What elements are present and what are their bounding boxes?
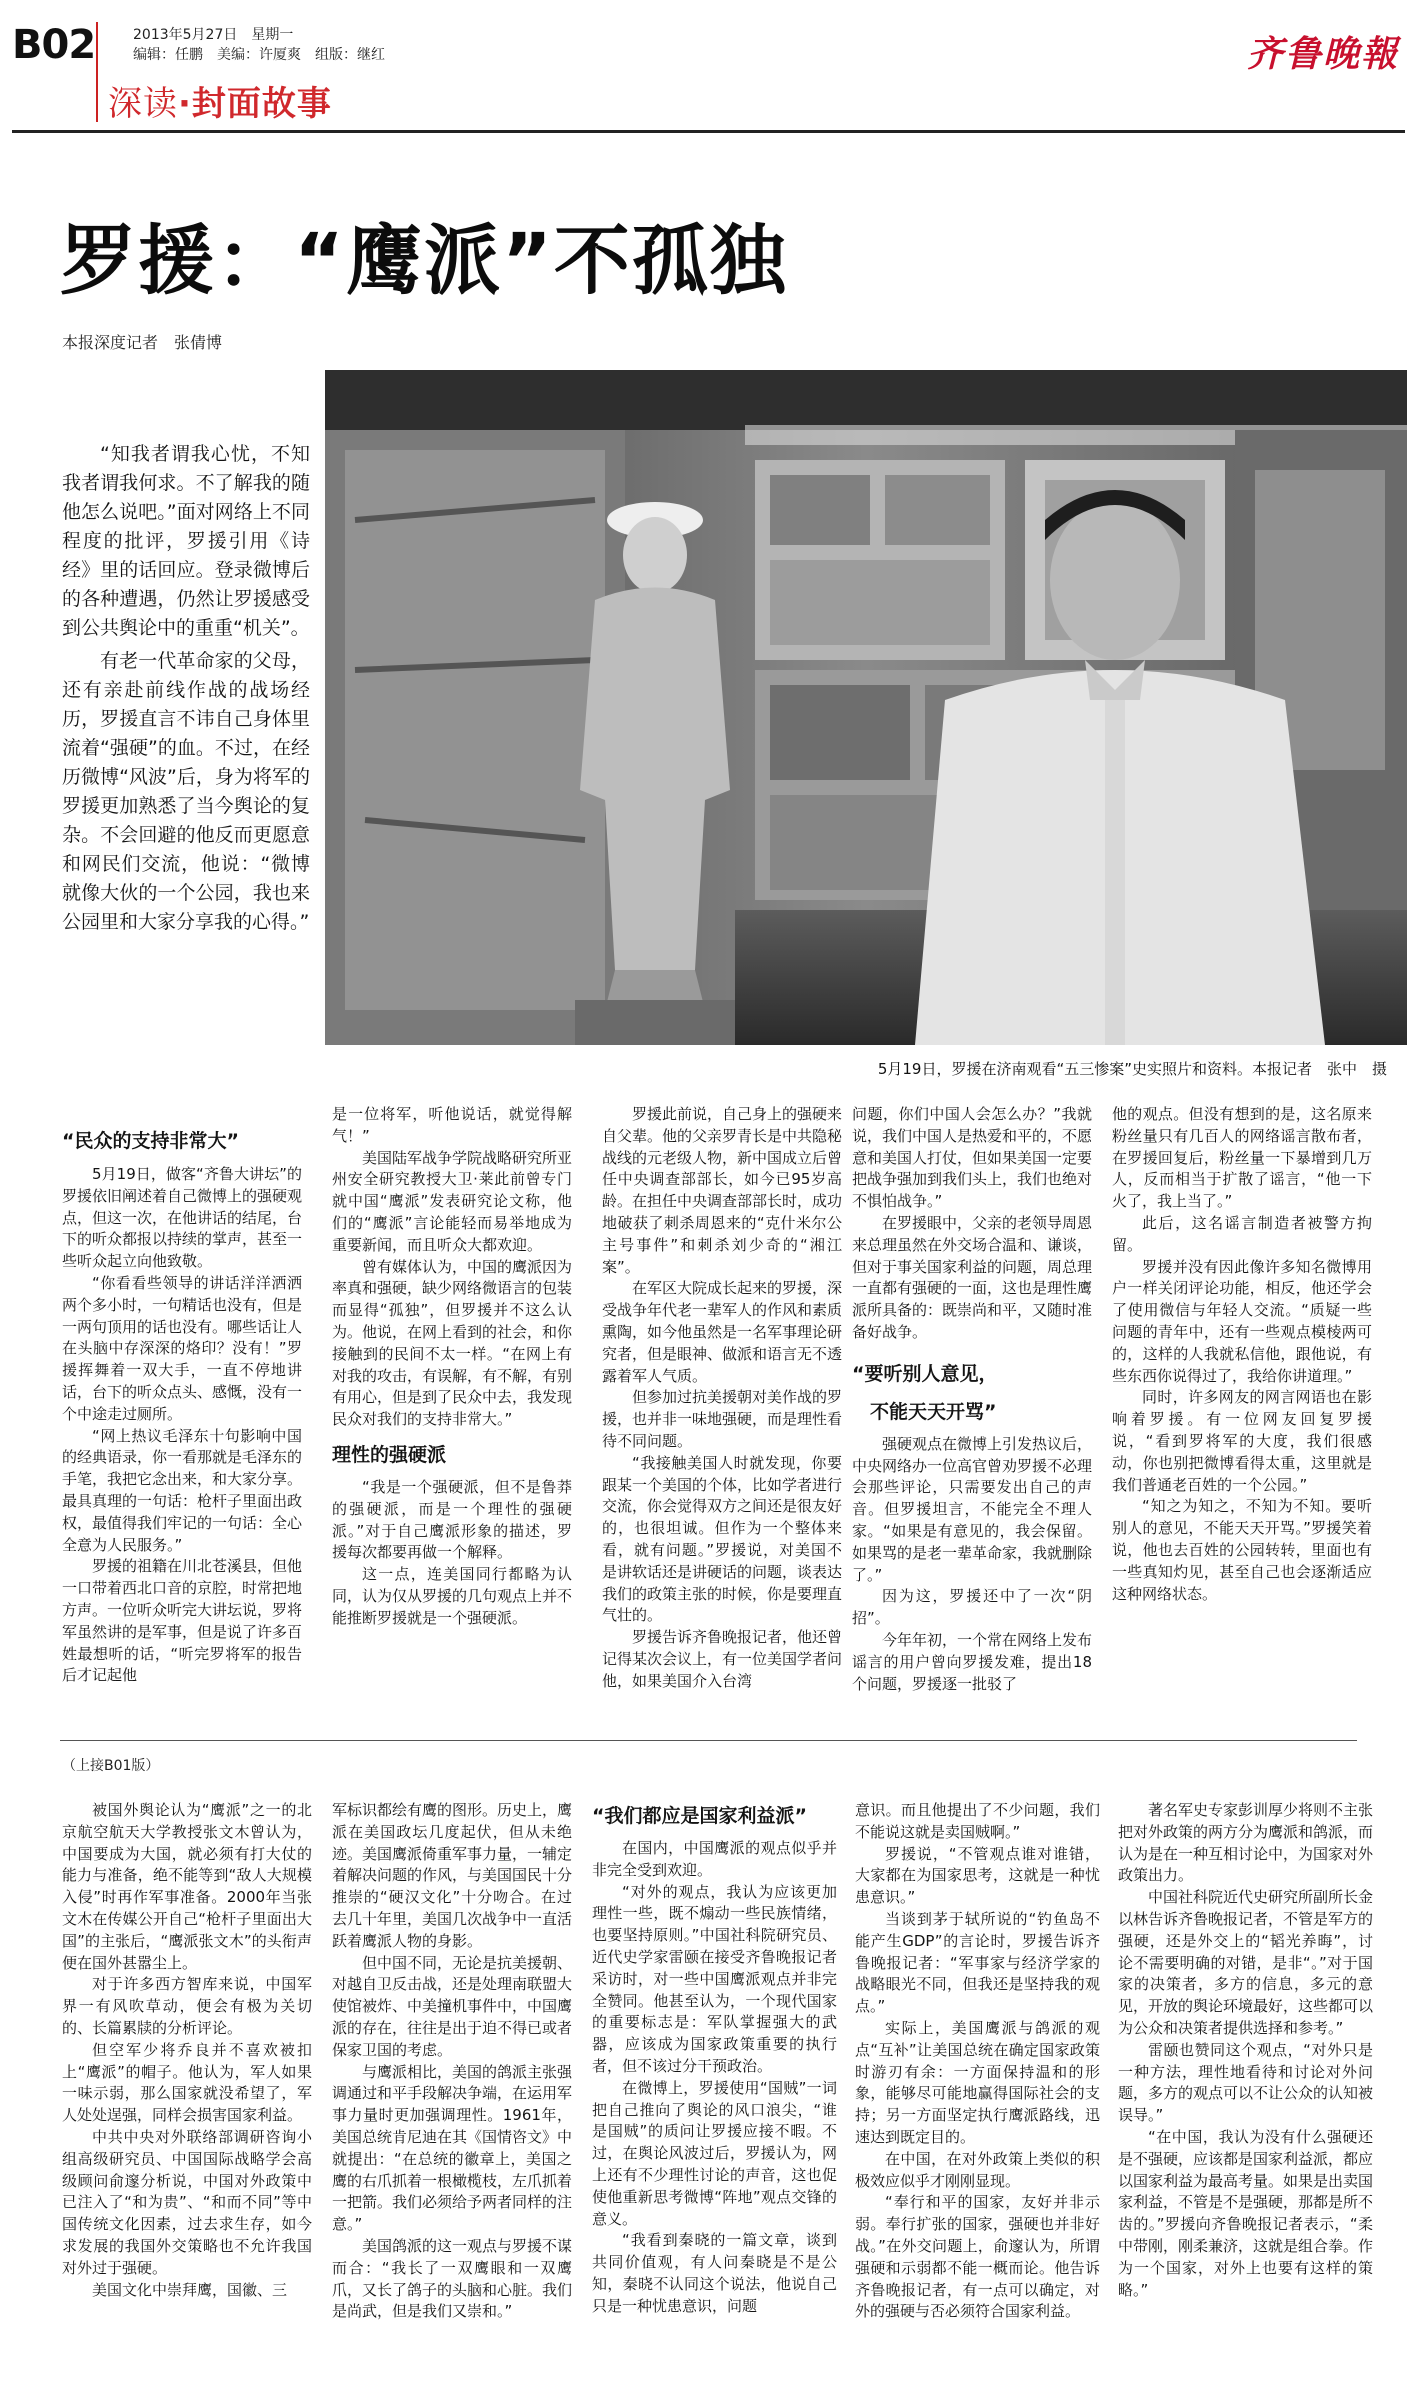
paragraph: 罗援告诉齐鲁晚报记者，他还曾记得某次会议上，有一位美国学者问他，如果美国介入台湾 <box>602 1628 842 1690</box>
paragraph: 此后，这名谣言制造者被警方拘留。 <box>1112 1213 1372 1254</box>
lead-paragraph: “知我者谓我心忧，不知我者谓我何求。不了解我的随他怎么说吧。”面对网络上不同程度的批评，罗援引用《诗经》里的话回应。登录微博后的各种遭遇，仍然让罗援感受到公共舆论中的重重“机关”。 <box>62 443 310 639</box>
paragraph: 美国文化中崇拜鹰，国徽、三 <box>92 2280 288 2299</box>
page-number: B02 <box>12 22 96 68</box>
newspaper-logo: 齐鲁晚報 <box>1246 33 1399 75</box>
paragraph: 著名军史专家彭训厚少将则不主张把对外政策的两方分为鹰派和鸽派，而认为是在一种互相讨论中，为国家对外政策出力。 <box>1118 1801 1373 1885</box>
paragraph: 但中国不同，无论是抗美援朝、对越自卫反击战，还是处理南联盟大使馆被炸、中美撞机事件中，中国鹰派的存在，往往是出于迫不得已或者保家卫国的考虑。 <box>332 1953 572 2059</box>
photo-caption: 5月19日，罗援在济南观看“五三惨案”史实照片和资料。本报记者 张中 摄 <box>877 1060 1387 1078</box>
section-divider <box>60 1740 1357 1741</box>
paragraph: “知之为知之，不知为不知。要听别人的意见，不能天天开骂。”罗援笑着说，他也去百姓的公园转转，里面也有一些真知灼见，甚至自己也会逐渐适应这种网络状态。 <box>1112 1497 1372 1603</box>
header-rule <box>12 130 1405 133</box>
paragraph: 罗援说，“不管观点谁对谁错，大家都在为国家思考，这就是一种忧患意识。” <box>855 1844 1100 1907</box>
lead-paragraph: 有老一代革命家的父母，还有亲赴前线作战的战场经历，罗援直言不讳自己身体里流着“强硬”的血。不过，在经历微博“风波”后，身为将军的罗援更加熟悉了当今舆论的复杂。不会回避的他反而更愿意和网民们交流，他说：“微博就像大伙的一个公园，我也来公园里和大家分享我的心得。” <box>62 650 310 933</box>
article-column-2 <box>332 1104 572 1720</box>
paragraph: 雷颐也赞同这个观点，“对外只是一种方法，理性地看待和讨论对外问题，多方的观点可以不让公众的认知被误导。” <box>1118 2040 1373 2125</box>
header-divider <box>96 22 98 122</box>
paragraph: 因为这，罗援还中了一次“阴招”。 <box>852 1587 1092 1628</box>
paragraph: “你看看些领导的讲话洋洋洒洒两个多小时，一句精话也没有，但是一两句顶用的话也没有。哪些话让人在头脑中存深深的烙印？没有！”罗援挥舞着一双大手，一直不停地讲话，台下的听众点头、感慨，没有一个中途走过厕所。 <box>62 1273 302 1423</box>
paragraph: 意识。而且他提出了不少问题，我们不能说这就是卖国贼啊。” <box>855 1801 1100 1841</box>
section-title-dot: · <box>178 84 192 124</box>
paragraph: 但参加过抗美援朝对美作战的罗援，也并非一味地强硬，而是理性看待不同问题。 <box>602 1388 842 1450</box>
issue-date: 2013年5月27日 星期一 <box>133 27 294 43</box>
paragraph: 中国社科院近代史研究所副所长金以林告诉齐鲁晚报记者，不管是军方的强硬，还是外交上的“韬光养晦”，讨论不需要明确的对错，是非“。”对于国家的决策者，多方的信息，多元的意见，开放的舆论环境最好，这些都可以为公众和决策者提供选择和参考。” <box>1118 1888 1373 2037</box>
lower-column-5 <box>1118 1800 1373 2370</box>
paragraph: 在罗援眼中，父亲的老领导周恩来总理虽然在外交场合温和、谦谈，但对于事关国家利益的问题，周总理一直都有强硬的一面，这也是理性鹰派所具备的：既崇尚和平，又随时准备好战争。 <box>852 1213 1092 1341</box>
paragraph: 他的观点。但没有想到的是，这名原来粉丝量只有几百人的网络谣言散布者，在罗援回复后，粉丝量一下暴增到几万人，反而相当于扩散了谣言，“他一下火了，我上当了。” <box>1112 1105 1372 1211</box>
section-title <box>108 76 332 125</box>
paragraph: “奉行和平的国家，友好并非示弱。奉行扩张的国家，强硬也并非好战。”在外交问题上，俞邃认为，所谓强硬和示弱都不能一概而论。他告诉齐鲁晚报记者，有一点可以确定，对外的强硬与否必须符合国家利益。 <box>855 2193 1100 2321</box>
paragraph: 在微博上，罗援使用“国贼”一词把自己推向了舆论的风口浪尖，“谁是国贼”的质问让罗援应接不暇。不过，在舆论风波过后，罗援认为，网上还有不少理性讨论的声音，这也促使他重新思考微博“阵地”观点交锋的意义。 <box>592 2078 837 2228</box>
article-column-1 <box>62 1120 302 1720</box>
article-column-4 <box>852 1104 1092 1720</box>
paragraph: 罗援此前说，自己身上的强硬来自父辈。他的父亲罗青长是中共隐秘战线的元老级人物，新中国成立后曾任中央调查部部长，如今已95岁高龄。在担任中央调查部部长时，成功地破获了刺杀周恩来的“克什米尔公主号事件”和刺杀刘少奇的“湘江案”。 <box>602 1105 842 1276</box>
paragraph: 美国陆军战争学院战略研究所亚州安全研究教授大卫·莱此前曾专门就中国“鹰派”发表研究论文称，他们的“鹰派”言论能轻而易举地成为重要新闻，而且听众大都欢迎。 <box>332 1148 572 1254</box>
subheading: “我们都应是国家利益派” <box>592 1805 807 1827</box>
paragraph: “网上热议毛泽东十句影响中国的经典语录，你一看那就是毛泽东的手笔，我把它念出来，和大家分享。最具真理的一句话：枪杆子里面出政权，最值得我们牢记的一句话：全心全意为人民服务。” <box>62 1426 302 1554</box>
subheading: “民众的支持非常大” <box>62 1130 239 1152</box>
paragraph: 与鹰派相比，美国的鸽派主张强调通过和平手段解决争端，在运用军事力量时更加强调理性。1961年，美国总统肯尼迪在其《国情咨文》中就提出：“在总统的徽章上，美国之鹰的右爪抓着一根橄榄枝，左爪抓着一把箭。我们必须给予两者同样的注意。” <box>332 2062 572 2234</box>
paragraph: 5月19日，做客“齐鲁大讲坛”的罗援依旧阐述着自己微博上的强硬观点，但这一次，在他讲话的结尾，台下的听众都报以持续的掌声，甚至一些听众起立向他致敬。 <box>62 1165 302 1271</box>
paragraph: “对外的观点，我认为应该更加理性一些，既不煽动一些民族情绪，也要坚持原则。”中国社科院研究员、近代史学家雷颐在接受齐鲁晚报记者采访时，对一些中国鹰派观点并非完全赞同。他甚至认为，一个现代国家的重要标志是：军队掌握强大的武器，应该成为国家政策重要的执行者，但不该过分干预政治。 <box>592 1882 837 2075</box>
editor-credits: 编辑：任鹏 美编：许厦爽 组版：继红 <box>133 47 385 63</box>
byline: 本报深度记者 张倩博 <box>62 333 223 352</box>
paragraph: 罗援并没有因此像许多知名微博用户一样关闭评论功能，相反，他还学会了使用微信与年轻人交流。“质疑一些问题的青年中，还有一些观点模棱两可的，这样的人我就私信他，跟他说，有些东西你说得过了，我给你讲道理。” <box>1112 1257 1372 1385</box>
paragraph: “我是一个强硬派，但不是鲁莽的强硬派，而是一个理性的强硬派。”对于自己鹰派形象的描述，罗援每次都要再做一个解释。 <box>332 1477 572 1562</box>
paragraph: 在中国，在对外政策上类似的积极效应似乎才刚刚显现。 <box>855 2149 1100 2190</box>
paragraph: 在国内，中国鹰派的观点似乎并非完全受到欢迎。 <box>592 1839 837 1879</box>
subheading: 理性的强硬派 <box>332 1443 447 1466</box>
photo-illustration <box>325 370 1407 1045</box>
subheading-line-1: “要听别人意见， <box>852 1362 998 1385</box>
paragraph: 美国鸽派的这一观点与罗援不谋而合：“我长了一双鹰眼和一双鹰爪，又长了鸽子的头脑和心脏。我们是尚武，但是我们又崇和。” <box>332 2236 572 2321</box>
paragraph: 罗援的祖籍在川北苍溪县，但他一口带着西北口音的京腔，时常把地方声。一位听众听完大讲坛说，罗将军虽然讲的是军事，但是说了许多百姓最想听的话，“听完罗将军的报告后才记起他 <box>62 1557 302 1685</box>
lower-column-3 <box>592 1800 837 2370</box>
paragraph: 这一点，连美国同行都略为认同，认为仅从罗援的几句观点上并不能推断罗援就是一个强硬派。 <box>332 1565 572 1627</box>
paragraph: 对于许多西方智库来说，中国军界一有风吹草动，便会有极为关切的、长篇累牍的分析评论。 <box>62 1975 312 2037</box>
lower-column-2 <box>332 1800 572 2370</box>
news-photo <box>325 370 1407 1045</box>
section-title-a: 深读 <box>108 84 178 124</box>
paragraph: 曾有媒体认为，中国的鹰派因为率真和强硬，缺少网络微语言的包装而显得“孤独”，但罗援并不这么认为。他说，在网上看到的社会，和你接触到的民间不太一样。“在网上有对我的攻击，有误解，有不解，有别有用心，但是到了民众中去，我发现民众对我们的支持非常大。” <box>332 1257 572 1429</box>
paragraph: 中共中央对外联络部调研咨询小组高级研究员、中国国际战略学会高级顾问俞邃分析说，中国对外政策中已注入了“和为贵”、“和而不同”等中国传统文化因素，过去求生存，如今求发展的我国外交策略也不允许我国对外过于强硬。 <box>62 2127 312 2277</box>
article-column-5 <box>1112 1104 1372 1720</box>
paragraph: 强硬观点在微博上引发热议后，中央网络办一位高官曾劝罗援不必理会那些评论，只需要发出自己的声音。但罗援坦言，不能完全不理人家。“如果是有意见的，我会保留。如果骂的是老一辈革命家，我就删除了。” <box>852 1434 1092 1584</box>
paragraph: “在中国，我认为没有什么强硬还是不强硬，应该都是国家利益派，都应以国家利益为最高考量。如果是出卖国家利益，不管是不是强硬，那都是所不齿的。”罗援向齐鲁晚报记者表示，“柔中带刚，刚柔兼济，这就是组合拳。作为一个国家，对外上也要有这样的策略。” <box>1118 2127 1373 2299</box>
subheading-line-2: 不能天天开骂” <box>870 1400 997 1423</box>
paragraph: 但空军少将乔良并不喜欢被扣上“鹰派”的帽子。他认为，军人如果一味示弱，那么国家就没希望了，军人处处逞强，同样会损害国家利益。 <box>62 2040 312 2125</box>
paragraph: 问题，你们中国人会怎么办？”我就说，我们中国人是热爱和平的，不愿意和美国人打仗，但如果美国一定要把战争强加到我们头上，我们也绝对不惧怕战争。” <box>852 1105 1092 1211</box>
section-title-b: 封面故事 <box>191 84 332 124</box>
paragraph: 是一位将军，听他说话，就觉得解气！” <box>332 1105 572 1145</box>
lower-column-1 <box>62 1800 312 2370</box>
paragraph: 在军区大院成长起来的罗援，深受战争年代老一辈军人的作风和素质熏陶，如今他虽然是一名军事理论研究者，但是眼神、做派和语言无不透露着军人气质。 <box>602 1279 842 1385</box>
article-column-3 <box>602 1104 842 1720</box>
paragraph: 当谈到茅于轼所说的“钓鱼岛不能产生GDP”的言论时，罗援告诉齐鲁晚报记者：“军事家与经济学家的战略眼光不同，但我还是坚持我的观点。” <box>855 1909 1100 2016</box>
paragraph: 实际上，美国鹰派与鸽派的观点“互补”让美国总统在确定国家政策时游刃有余：一方面保持温和的形象，能够尽可能地赢得国际社会的支持；另一方面坚定执行鹰派路线，迅速达到既定目的。 <box>855 2018 1100 2146</box>
paragraph: 同时，许多网友的网言网语也在影响着罗援。有一位网友回复罗援说，“看到罗将军的大度，我们很感动，你也别把微博看得太重，这里就是我们普通老百姓的一个公园。” <box>1112 1388 1372 1494</box>
headline: 罗援：“鹰派”不孤独 <box>60 216 788 305</box>
paragraph: 今年年初，一个常在网络上发布谣言的用户曾向罗援发难，提出18个问题，罗援逐一批驳了 <box>852 1630 1092 1693</box>
lower-column-4 <box>855 1800 1100 2370</box>
lead-text <box>62 440 310 1040</box>
continuation-note: （上接B01版） <box>62 1758 160 1774</box>
paragraph: “我接触美国人时就发现，你要跟某一个美国的个体，比如学者进行交流，你会觉得双方之间还是很友好的，也很坦诚。但作为一个整体来看，就有问题。”罗援说，对美国不是讲软话还是讲硬话的问题，谈表达我们的政策主张的时候，你是要理直气壮的。 <box>602 1453 842 1625</box>
paragraph: 被国外舆论认为“鹰派”之一的北京航空航天大学教授张文木曾认为，中国要成为大国，就必须有打大仗的能力与准备，绝不能等到“敌人大规模入侵”时再作军事准备。2000年当张文木在传媒公开自己“枪杆子里面出大国”的主张后，“鹰派张文木”的头衔声便在国外甚嚣尘上。 <box>62 1801 312 1972</box>
paragraph: “我看到秦晓的一篇文章，谈到共同价值观，有人问秦晓是不是公知，秦晓不认同这个说法，他说自己只是一种忧患意识，问题 <box>592 2231 837 2315</box>
paragraph: 军标识都绘有鹰的图形。历史上，鹰派在美国政坛几度起伏，但从未绝迹。美国鹰派倚重军事力量，一辅定着解决问题的作风，与美国国民十分推崇的“硬汉文化”十分吻合。在过去几十年里，美国几次战争中一直活跃着鹰派人物的身影。 <box>332 1801 572 1950</box>
